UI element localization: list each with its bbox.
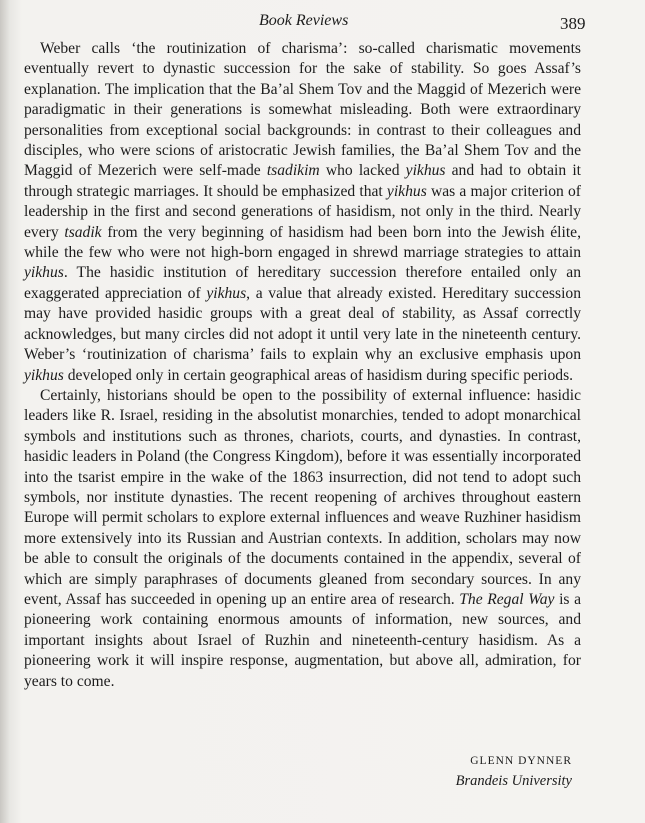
paragraph-1 bbox=[24, 39, 581, 386]
text-run: from the very beginning of hasidism had been born into the Jewish élite, while the few who were not high-born engaged in shrewd marriage strategies to attain bbox=[24, 223, 581, 262]
italic-term: yikhus bbox=[386, 182, 427, 200]
text-run: developed only in certain geographical areas of hasidism during specific periods. bbox=[63, 366, 574, 384]
text-run: . The hasidic institution of hereditary succession therefore entailed only an exaggerated appreciation of bbox=[24, 264, 581, 302]
journal-section-title: Book Reviews bbox=[259, 12, 349, 29]
italic-term: tsadikim bbox=[266, 162, 320, 180]
reviewer-name: GLENN DYNNER bbox=[470, 755, 572, 767]
page-number: 389 bbox=[560, 14, 586, 33]
paragraph-2 bbox=[24, 386, 581, 692]
text-run: who lacked bbox=[319, 162, 406, 180]
italic-term: The Regal Way bbox=[459, 590, 555, 608]
text-run: Weber calls ‘the routinization of charisma’: so-called charismatic movements eventually revert to dynastic succession for the sake of stability. So goes Assaf’s explanation. The implication that the Ba’al Shem Tov and the Maggid of Mezerich were paradigmatic in their generations is somewhat misleading. Both were extraordinary personalities from exceptional social backgrounds: in contrast to their colleagues and disciples, who were scions of aristocratic Jewish families, the Ba’al Shem Tov and the Maggid of Mezerich were self-made bbox=[24, 40, 581, 180]
italic-term: yikhus bbox=[206, 284, 247, 302]
text-run: Certainly, historians should be open to the possibility of external influence: hasidic leaders like R. Israel, residing in the absolutist monarchies, tended to adopt monarchical symbols and institutions such as thrones, chariots, courts, and dynasties. In contrast, hasidic leaders in Poland (the Congress Kingdom), before it was essentially incorporated into the tsarist empire in the wake of the 1863 insurrection, did not tend to adopt such symbols, nor institute dynasties. The recent reopening of archives throughout eastern Europe will permit scholars to explore external influences and weave Ruzhiner hasidism more extensively into its Russian and Austrian contexts. In addition, scholars may now be able to consult the originals of the documents contained in the appendix, several of which are simply paraphrases of documents gleaned from secondary sources. In any event, Assaf has succeeded in opening up an entire area of research. bbox=[24, 386, 581, 608]
text-run: is a pioneering work containing enormous amounts of information, new sources, and important insights about Israel of Ruzhin and nineteenth-century hasidism. As a pioneering work it will inspire response, augmentation, but above all, admiration, for years to come. bbox=[24, 590, 581, 690]
signature-block bbox=[300, 751, 572, 791]
running-head bbox=[0, 12, 645, 34]
review-body bbox=[24, 39, 581, 692]
italic-term: yikhus bbox=[24, 366, 64, 384]
reviewer-affiliation: Brandeis University bbox=[455, 773, 572, 789]
text-run: was a major criterion of leadership in the first and second generations of hasidism, not only in the third. Nearly every bbox=[24, 182, 581, 241]
text-run: and had to obtain it through strategic marriages. It should be emphasized that bbox=[24, 162, 581, 200]
text-run: , a value that already existed. Hereditary succession may have provided hasidic groups with a great deal of stability, as Assaf correctly acknowledges, but many circles did not adopt it until very late in the nineteenth century. Weber’s ‘routinization of charisma’ fails to explain why an exclusive emphasis upon bbox=[24, 284, 581, 364]
italic-term: yikhus bbox=[24, 264, 64, 282]
italic-term: yikhus bbox=[405, 162, 446, 180]
italic-term: tsadik bbox=[64, 223, 102, 241]
